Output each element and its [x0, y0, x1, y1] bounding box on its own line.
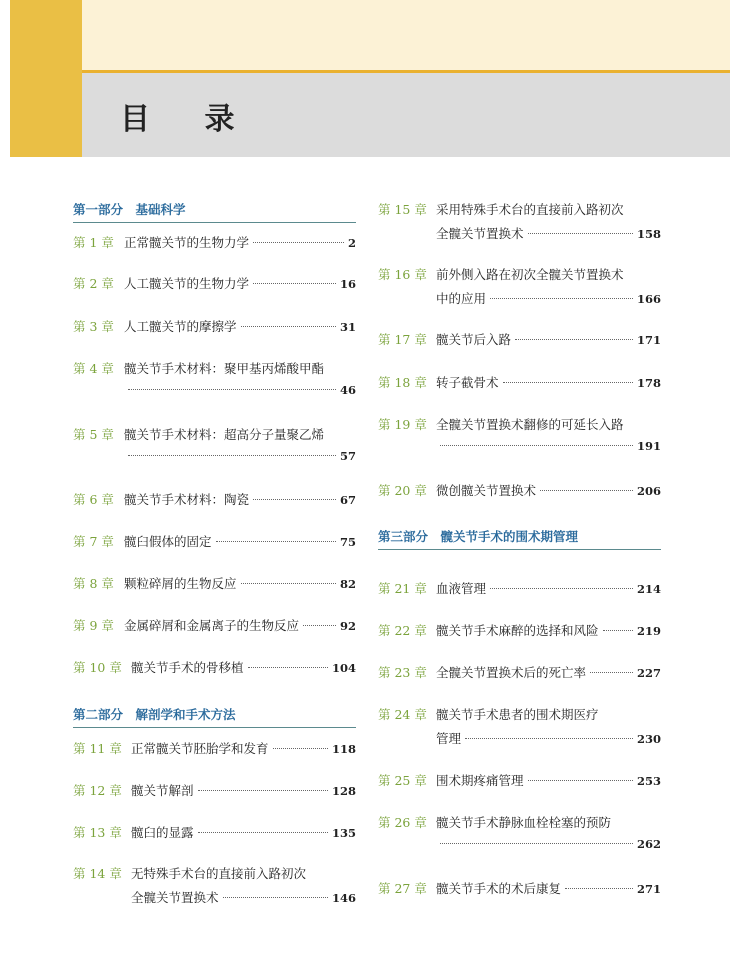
- page-number: 104: [331, 661, 356, 675]
- chapter-title: 髋关节手术材料：超高分子量聚乙烯: [124, 427, 325, 442]
- page-number: 2: [347, 236, 356, 250]
- chapter-title-line: [124, 359, 356, 377]
- chapter-title-line: [436, 579, 661, 597]
- leader-dots: [128, 455, 336, 456]
- chapter-title: 髋关节手术患者的围术期医疗: [436, 707, 599, 722]
- chapter-number: 第 10 章: [73, 660, 122, 675]
- leader-dots: [273, 748, 328, 749]
- chapter-number: 第 20 章: [378, 483, 427, 498]
- chapter-title: 全髋关节置换术后的死亡率: [436, 665, 587, 680]
- page-number: 75: [339, 535, 356, 549]
- chapter-number: 第 18 章: [378, 375, 427, 390]
- chapter-number: 第 17 章: [378, 332, 427, 347]
- page-number: 178: [636, 376, 661, 390]
- chapter-number: 第 11 章: [73, 741, 122, 756]
- chapter-title-line: [124, 449, 356, 467]
- chapter-title: 转子截骨术: [436, 375, 499, 390]
- chapter-title: 围术期疼痛管理: [436, 773, 524, 788]
- chapter-title-line: [131, 888, 356, 906]
- page-number: 16: [339, 277, 356, 291]
- page-number: 230: [636, 732, 661, 746]
- chapter-title: 髋关节后入路: [436, 332, 512, 347]
- chapter-title-line: [436, 663, 661, 681]
- page-number: 253: [636, 774, 661, 788]
- page-number: 118: [331, 742, 356, 756]
- leader-dots: [253, 499, 336, 500]
- chapter-title-line: [124, 574, 356, 592]
- page-number: 31: [339, 320, 356, 334]
- chapter-title-line: [436, 879, 661, 897]
- chapter-title: 髋臼的显露: [131, 825, 194, 840]
- part-heading: [378, 527, 661, 550]
- leader-dots: [440, 445, 633, 446]
- chapter-title: 管理: [436, 731, 462, 746]
- header-yellow-block: [10, 0, 82, 157]
- page-number: 82: [339, 577, 356, 591]
- chapter-title-line: [124, 274, 356, 292]
- page-number: 227: [636, 666, 661, 680]
- chapter-title: 正常髋关节胚胎学和发育: [131, 741, 269, 756]
- chapter-number: 第 3 章: [73, 319, 114, 334]
- chapter-title: 血液管理: [436, 581, 487, 596]
- chapter-title-line: [124, 233, 356, 251]
- chapter-title: 人工髋关节的生物力学: [124, 276, 250, 291]
- leader-dots: [540, 490, 633, 491]
- chapter-title-line: [124, 532, 356, 550]
- chapter-title-line: [131, 739, 356, 757]
- leader-dots: [198, 790, 328, 791]
- chapter-title-line: [436, 415, 661, 433]
- chapter-title: 采用特殊手术台的直接前入路初次: [436, 202, 624, 217]
- chapter-number: 第 13 章: [73, 825, 122, 840]
- chapter-title-line: [124, 490, 356, 508]
- chapter-title-line: [131, 864, 356, 882]
- page-number: 219: [636, 624, 661, 638]
- chapter-number: 第 24 章: [378, 707, 427, 722]
- chapter-title-line: [436, 705, 661, 723]
- chapter-title: 正常髋关节的生物力学: [124, 235, 250, 250]
- part-heading-label: 第一部分 基础科学: [73, 202, 186, 217]
- chapter-number: 第 27 章: [378, 881, 427, 896]
- part-heading-label: 第二部分 解剖学和手术方法: [73, 707, 236, 722]
- chapter-number: 第 4 章: [73, 361, 114, 376]
- leader-dots: [503, 382, 633, 383]
- leader-dots: [565, 888, 633, 889]
- chapter-title-line: [131, 658, 356, 676]
- page-number: 171: [636, 333, 661, 347]
- chapter-title-line: [131, 823, 356, 841]
- chapter-title-line: [436, 330, 661, 348]
- part-heading-label: 第三部分 髋关节手术的围术期管理: [378, 529, 579, 544]
- chapter-title: 人工髋关节的摩擦学: [124, 319, 237, 334]
- leader-dots: [515, 339, 633, 340]
- chapter-title-line: [436, 837, 661, 855]
- page-number: 146: [331, 891, 356, 905]
- chapter-number: 第 1 章: [73, 235, 114, 250]
- page-title: 目 录: [120, 102, 257, 137]
- leader-dots: [490, 298, 633, 299]
- chapter-title: 髋关节手术材料：陶瓷: [124, 492, 250, 507]
- chapter-title-line: [436, 265, 661, 283]
- page-number: 158: [636, 227, 661, 241]
- leader-dots: [198, 832, 328, 833]
- leader-dots: [528, 780, 633, 781]
- chapter-title-line: [436, 200, 661, 218]
- chapter-title-line: [436, 224, 661, 242]
- chapter-number: 第 9 章: [73, 618, 114, 633]
- chapter-title-line: [436, 373, 661, 391]
- leader-dots: [590, 672, 633, 673]
- chapter-title-line: [131, 781, 356, 799]
- leader-dots: [465, 738, 633, 739]
- page-number: 135: [331, 826, 356, 840]
- chapter-number: 第 21 章: [378, 581, 427, 596]
- chapter-title: 全髋关节置换术: [131, 890, 219, 905]
- leader-dots: [603, 630, 633, 631]
- leader-dots: [128, 389, 336, 390]
- chapter-title: 全髋关节置换术翻修的可延长入路: [436, 417, 624, 432]
- leader-dots: [216, 541, 336, 542]
- chapter-title: 髋关节手术麻醉的选择和风险: [436, 623, 599, 638]
- chapter-number: 第 8 章: [73, 576, 114, 591]
- page-number: 92: [339, 619, 356, 633]
- page-number: 46: [339, 383, 356, 397]
- chapter-number: 第 25 章: [378, 773, 427, 788]
- chapter-title-line: [436, 771, 661, 789]
- chapter-title-line: [124, 425, 356, 443]
- chapter-title-line: [436, 813, 661, 831]
- chapter-title-line: [436, 439, 661, 457]
- leader-dots: [440, 843, 633, 844]
- chapter-title-line: [124, 616, 356, 634]
- page-number: 206: [636, 484, 661, 498]
- leader-dots: [241, 326, 336, 327]
- chapter-number: 第 15 章: [378, 202, 427, 217]
- leader-dots: [528, 233, 633, 234]
- chapter-number: 第 5 章: [73, 427, 114, 442]
- leader-dots: [253, 283, 336, 284]
- page-number: 166: [636, 292, 661, 306]
- chapter-number: 第 16 章: [378, 267, 427, 282]
- page-number: 67: [339, 493, 356, 507]
- part-heading: [73, 705, 356, 728]
- chapter-title: 髋关节手术静脉血栓栓塞的预防: [436, 815, 612, 830]
- chapter-number: 第 26 章: [378, 815, 427, 830]
- chapter-title: 前外侧入路在初次全髋关节置换术: [436, 267, 624, 282]
- page-number: 57: [339, 449, 356, 463]
- chapter-number: 第 6 章: [73, 492, 114, 507]
- chapter-title-line: [436, 621, 661, 639]
- chapter-title-line: [436, 481, 661, 499]
- leader-dots: [253, 242, 344, 243]
- leader-dots: [303, 625, 336, 626]
- chapter-title-line: [124, 383, 356, 401]
- page-number: 128: [331, 784, 356, 798]
- chapter-number: 第 2 章: [73, 276, 114, 291]
- page-number: 271: [636, 882, 661, 896]
- chapter-title-line: [436, 729, 661, 747]
- leader-dots: [241, 583, 336, 584]
- page-number: 214: [636, 582, 661, 596]
- page-number: 262: [636, 837, 661, 851]
- chapter-number: 第 7 章: [73, 534, 114, 549]
- chapter-title: 全髋关节置换术: [436, 226, 524, 241]
- leader-dots: [490, 588, 633, 589]
- chapter-title: 金属碎屑和金属离子的生物反应: [124, 618, 300, 633]
- chapter-number: 第 23 章: [378, 665, 427, 680]
- chapter-title: 无特殊手术台的直接前入路初次: [131, 866, 307, 881]
- chapter-number: 第 22 章: [378, 623, 427, 638]
- chapter-title-line: [124, 317, 356, 335]
- chapter-title: 髋关节手术材料：聚甲基丙烯酸甲酯: [124, 361, 325, 376]
- leader-dots: [223, 897, 328, 898]
- chapter-title: 髋关节手术的骨移植: [131, 660, 244, 675]
- chapter-number: 第 14 章: [73, 866, 122, 881]
- chapter-title: 颗粒碎屑的生物反应: [124, 576, 237, 591]
- chapter-title: 微创髋关节置换术: [436, 483, 537, 498]
- chapter-title-line: [436, 289, 661, 307]
- part-heading: [73, 200, 356, 223]
- chapter-title: 中的应用: [436, 291, 487, 306]
- chapter-title: 髋关节手术的术后康复: [436, 881, 562, 896]
- chapter-title: 髋臼假体的固定: [124, 534, 212, 549]
- header-cream-band: [82, 0, 730, 70]
- page-number: 191: [636, 439, 661, 453]
- chapter-number: 第 19 章: [378, 417, 427, 432]
- leader-dots: [248, 667, 328, 668]
- chapter-title: 髋关节解剖: [131, 783, 194, 798]
- chapter-number: 第 12 章: [73, 783, 122, 798]
